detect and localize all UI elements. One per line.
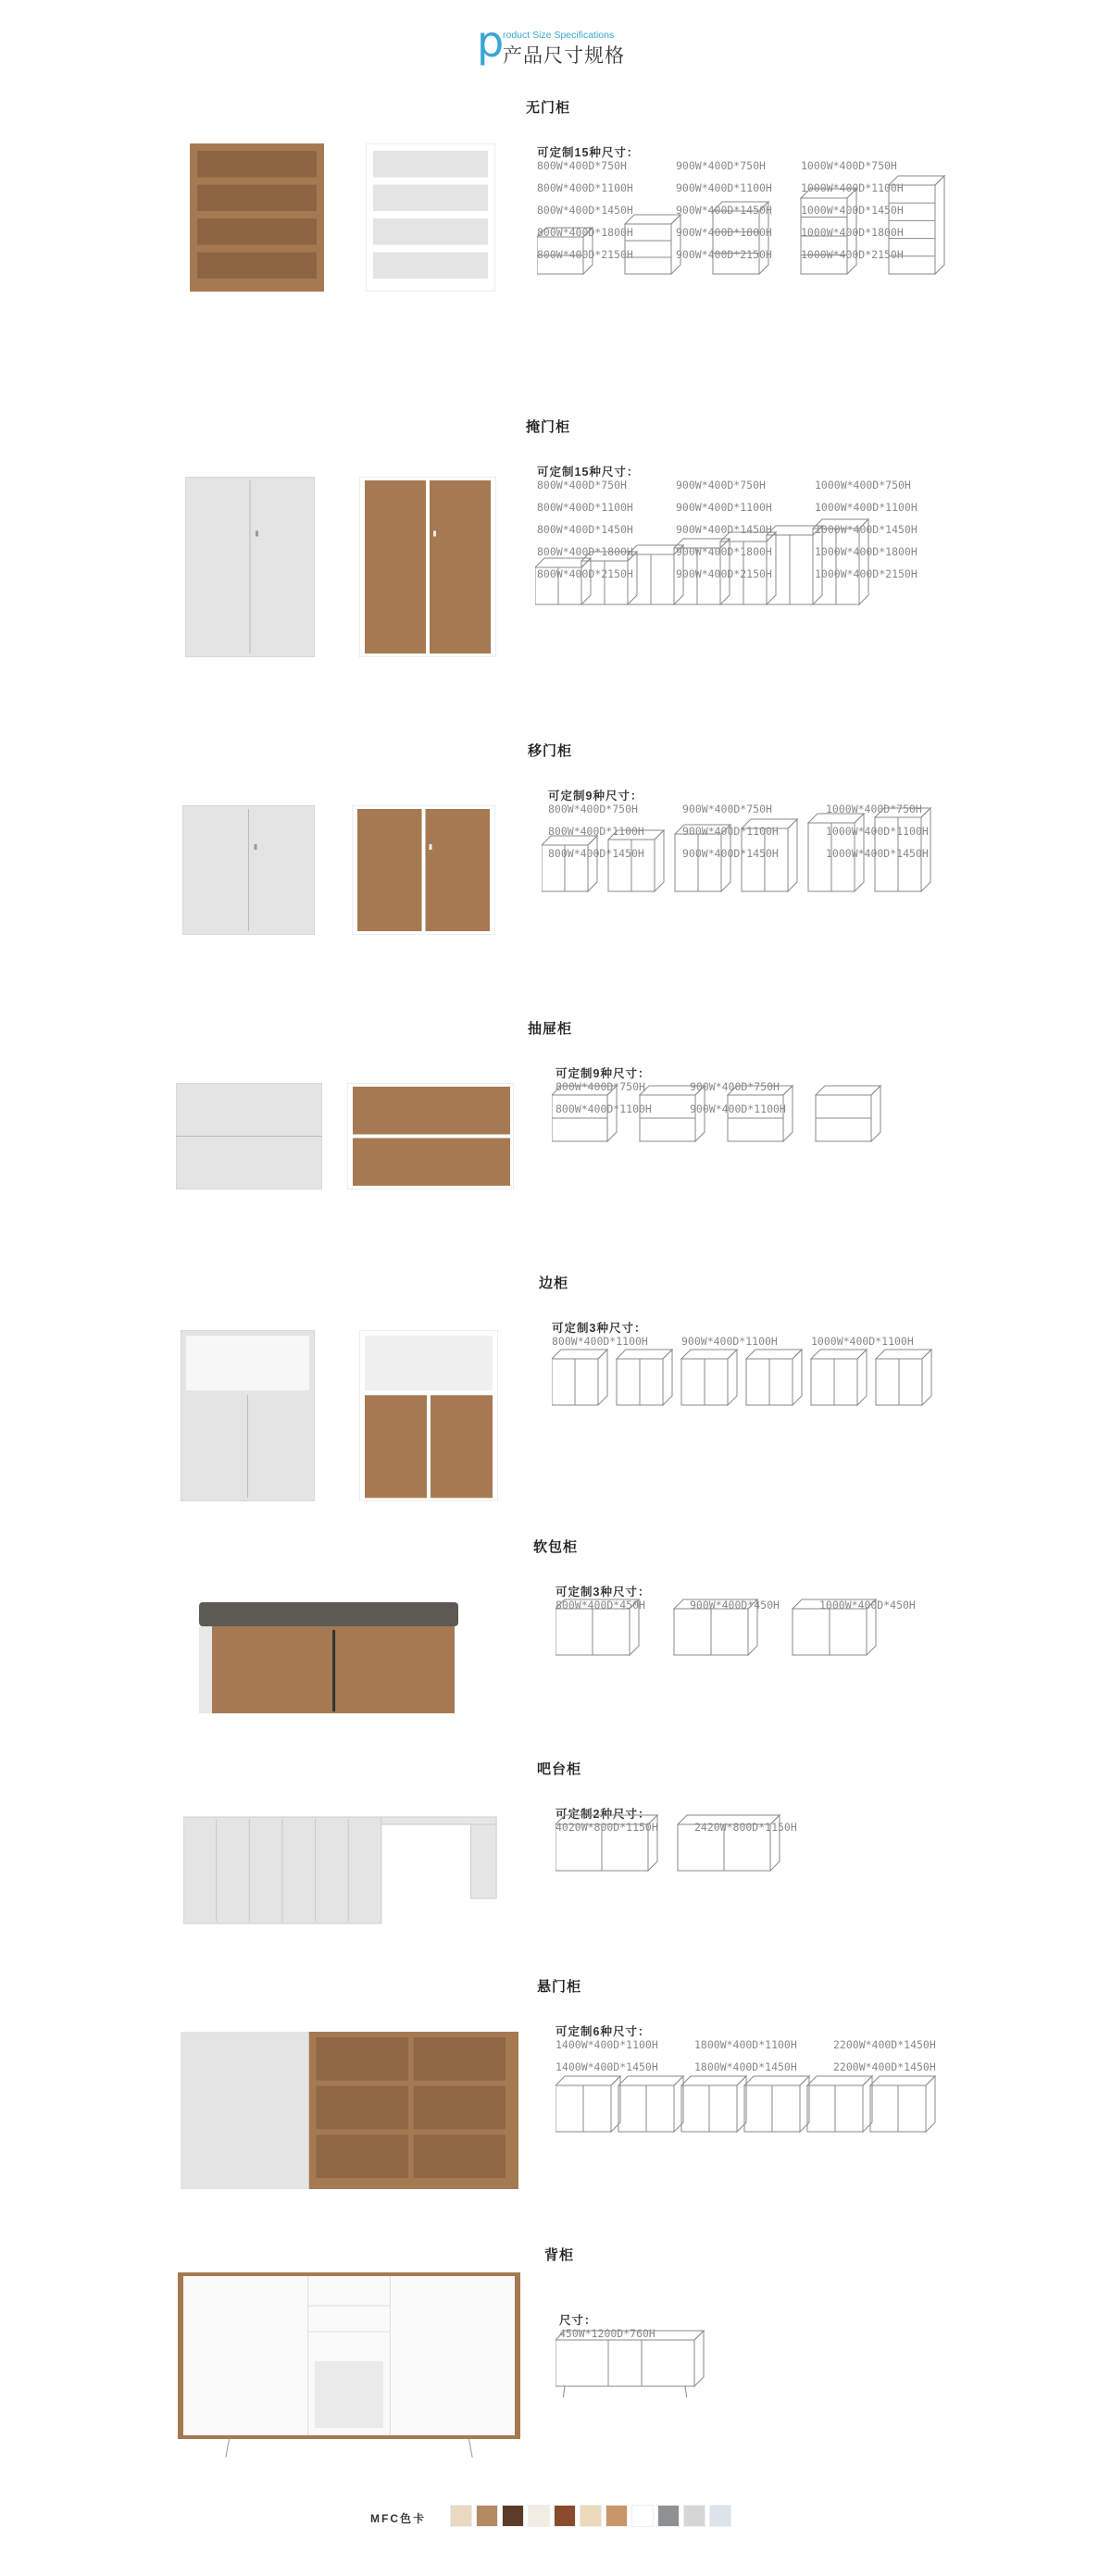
size-value: 900W*400D*750H [690,1080,780,1093]
sketch-item [870,2076,935,2132]
sketch-item [556,2076,620,2132]
size-value: 800W*400D*1450H [537,204,633,217]
sketch-item [793,1599,876,1655]
product-photo [366,143,495,292]
page-title: 产品尺寸规格 [503,45,625,67]
sketch-item [535,558,591,604]
product-photo [185,477,315,657]
size-value: 1000W*400D*1450H [801,204,904,217]
size-value: 800W*400D*750H [556,1080,645,1093]
sketch-item [552,1086,617,1141]
color-swatch [476,2505,498,2527]
section-side [0,1273,1111,1550]
size-value: 800W*400D*1100H [537,501,633,514]
line-sketches [556,1771,981,1882]
size-count-label: 尺寸： [559,2314,597,2327]
sketch-item [813,519,868,604]
sketch-item [889,176,944,274]
section-title: 移门柜 [528,743,573,759]
sketch-item [767,526,822,604]
size-value: 1000W*400D*1450H [815,523,918,536]
sketch-item [674,539,730,604]
color-swatch [605,2505,628,2527]
size-count-label: 可定制2种尺寸： [556,1808,651,1821]
page-header [477,17,662,81]
section-title: 无门柜 [526,100,571,116]
size-value: 800W*400D*1450H [548,847,644,860]
sketch-item [552,1350,607,1405]
product-photo [181,2032,518,2189]
color-swatch [554,2505,576,2527]
size-value: 900W*400D*2150H [676,248,772,261]
color-swatch [683,2505,705,2527]
size-value: 1000W*400D*1100H [811,1335,914,1348]
size-count-label: 可定制15种尺寸： [537,146,640,159]
size-value: 800W*400D*450H [556,1599,645,1612]
color-swatch [631,2505,654,2527]
product-photo [178,2272,520,2458]
size-value: 900W*400D*750H [676,159,766,172]
size-count-label: 可定制6种尺寸： [556,2025,651,2038]
size-value: 1000W*400D*1450H [826,847,929,860]
product-photo [183,1810,503,1925]
section-title: 吧台柜 [537,1761,582,1777]
size-value: 450W*1200D*760H [559,2327,655,2340]
size-value: 900W*400D*1100H [676,501,772,514]
size-value: 800W*400D*2150H [537,567,633,580]
product-photo [359,1330,498,1501]
sketch-item [744,2076,809,2132]
size-value: 2200W*400D*1450H [833,2060,936,2073]
sketch-item [681,2076,746,2132]
size-value: 800W*400D*2150H [537,248,633,261]
size-value: 900W*400D*1100H [690,1102,786,1115]
sketch-item [807,2076,872,2132]
size-value: 1000W*400D*750H [826,803,922,815]
size-value: 900W*400D*1100H [682,825,779,838]
size-value: 1000W*400D*1800H [801,226,904,239]
size-value: 800W*400D*1800H [537,545,633,558]
header-letter: p [477,17,505,67]
size-value: 1000W*400D*2150H [815,567,918,580]
line-sketches [552,1041,978,1152]
size-value: 900W*400D*2150H [676,567,772,580]
section-drawer [0,1018,1111,1296]
size-count-label: 可定制3种尺寸： [552,1322,647,1335]
size-value: 900W*400D*750H [676,479,766,492]
product-photo [352,805,495,935]
sketch-item [542,836,597,891]
size-value: 2200W*400D*1450H [833,2038,936,2051]
sketch-item [728,1086,793,1141]
line-sketches [542,791,967,902]
size-value: 900W*400D*1450H [676,523,772,536]
sketch-item [720,532,776,604]
color-swatch [657,2505,680,2527]
mfc-color-card [0,2499,1111,2536]
section-back [0,2245,1111,2522]
size-value: 900W*400D*1100H [681,1335,778,1348]
sketch-item [808,814,864,891]
sketch-item [617,1350,672,1405]
section-title: 软包柜 [533,1539,579,1555]
size-value: 1800W*400D*1100H [694,2038,797,2051]
size-value: 800W*400D*1800H [537,226,633,239]
sketch-item [675,825,730,891]
size-value: 2420W*800D*1150H [694,1821,797,1834]
line-sketches [556,1555,981,1666]
line-sketches [535,504,961,616]
sketch-item [876,1350,931,1405]
sketch-item [618,2076,683,2132]
size-value: 900W*400D*450H [690,1599,780,1612]
sketch-item [681,1350,737,1405]
sketch-item [537,228,593,274]
size-value: 1000W*400D*1800H [815,545,918,558]
section-title: 边柜 [539,1276,569,1291]
line-sketches [552,1305,978,1416]
size-value: 800W*400D*1100H [552,1335,648,1348]
size-value: 1400W*400D*1100H [556,2038,658,2051]
product-photo [182,805,315,935]
section-title: 悬门柜 [537,1979,582,1995]
color-swatch [528,2505,550,2527]
size-count-label: 可定制3种尺寸： [556,1586,651,1599]
size-value: 1400W*400D*1450H [556,2060,658,2073]
sketch-item [674,1599,757,1655]
size-value: 900W*400D*1450H [682,847,779,860]
size-value: 800W*400D*1100H [548,825,644,838]
size-value: 800W*400D*1450H [537,523,633,536]
size-value: 1000W*400D*1100H [815,501,918,514]
product-photo [181,1330,315,1501]
sketch-item [816,1086,880,1141]
size-count-label: 可定制15种尺寸： [537,466,640,479]
product-photo [199,1597,458,1717]
size-value: 900W*400D*1800H [676,545,772,558]
size-value: 800W*400D*750H [548,803,638,815]
section-sliding [0,740,1111,1018]
sketch-item [678,1815,780,1871]
size-value: 800W*400D*750H [537,159,627,172]
color-swatch [580,2505,602,2527]
section-open [0,97,1111,375]
line-sketches [537,174,963,285]
sketch-item [556,2331,704,2397]
line-sketches [556,2032,981,2143]
size-value: 1000W*400D*1100H [826,825,929,838]
sketch-item [742,819,797,891]
line-sketches [556,2286,981,2397]
color-swatch [502,2505,524,2527]
size-value: 800W*400D*750H [537,479,627,492]
sketch-item [875,808,930,891]
size-value: 4020W*800D*1150H [556,1821,658,1834]
product-photo [176,1083,322,1189]
size-value: 900W*400D*1100H [676,181,772,194]
color-swatch [709,2505,731,2527]
size-value: 1000W*400D*450H [819,1599,916,1612]
section-title: 掩门柜 [526,419,571,435]
size-value: 900W*400D*1800H [676,226,772,239]
size-value: 900W*400D*1450H [676,204,772,217]
size-value: 1000W*400D*750H [815,479,911,492]
product-photo [347,1083,514,1189]
sketch-item [625,215,680,274]
size-value: 1800W*400D*1450H [694,2060,797,2073]
size-value: 800W*400D*1100H [556,1102,652,1115]
size-value: 1000W*400D*1100H [801,181,904,194]
sketch-item [713,202,768,274]
size-value: 1000W*400D*750H [801,159,897,172]
sketch-item [746,1350,802,1405]
size-value: 900W*400D*750H [682,803,772,815]
sketch-item [811,1350,867,1405]
sketch-item [556,1599,639,1655]
sketch-item [640,1086,705,1141]
size-value: 1000W*400D*2150H [801,248,904,261]
section-hanging [0,1976,1111,2254]
mfc-label: MFC色卡 [370,2512,426,2525]
section-title: 抽屉柜 [528,1021,573,1037]
section-title: 背柜 [544,2247,575,2263]
size-count-label: 可定制9种尺寸： [556,1067,651,1080]
size-count-label: 可定制9种尺寸： [548,790,643,803]
size-value: 800W*400D*1100H [537,181,633,194]
sketch-item [801,189,856,274]
sketch-item [608,830,664,891]
header-subtitle: roduct Size Specifications [503,30,615,41]
product-photo [190,143,324,292]
section-swing [0,417,1111,694]
sketch-item [556,1815,657,1871]
product-photo [359,477,496,657]
color-swatch [450,2505,472,2527]
